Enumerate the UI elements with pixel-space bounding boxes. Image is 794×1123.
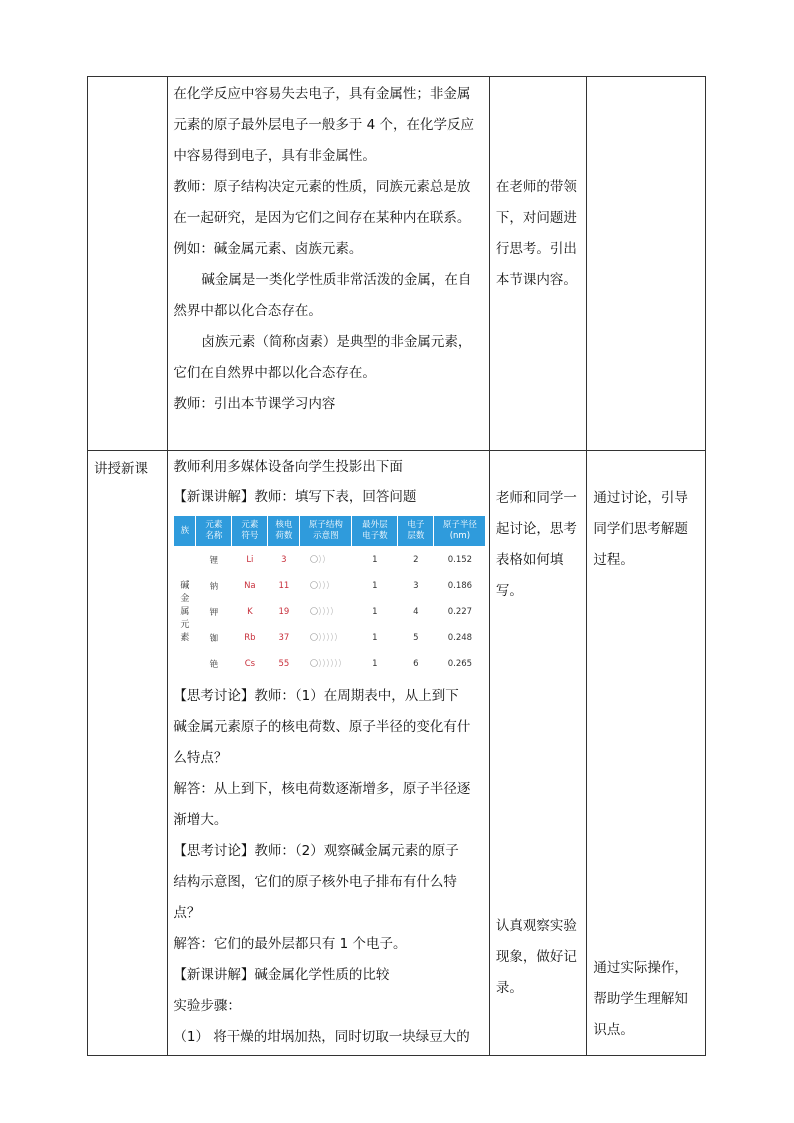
table-row [174, 651, 486, 677]
paragraph-line: 教师：引出本节课学习内容 [173, 396, 336, 412]
paragraph-line: （1） 将干燥的坩埚加热，同时切取一块绿豆大的 [173, 1029, 470, 1045]
electron-layers: 5 [413, 633, 419, 643]
outer-electrons: 1 [372, 633, 378, 643]
header-cell: 电子 层数 [398, 516, 434, 547]
design-intent-cell [587, 77, 706, 451]
paragraph-line: 碱金属是一类化学性质非常活泼的金属，在自 [201, 272, 472, 288]
paragraph-line: 【思考讨论】教师：（1）在周期表中，从上到下 [173, 688, 459, 704]
intent-line: 同学们思考解题 [593, 521, 688, 537]
student-activity-cell [489, 451, 586, 1056]
paragraph-line: 【思考讨论】教师：（2）观察碱金属元素的原子 [173, 843, 459, 859]
paragraph-line: 元素的原子最外层电子一般多于 4 个，在化学反应 [173, 117, 475, 133]
header-cell: 元素 名称 [196, 516, 232, 547]
atomic-structure-diagram [300, 599, 352, 625]
paragraph-line: 在一起研究，是因为它们之间存在某种内在联系。 [173, 210, 471, 226]
table-row [174, 599, 486, 625]
group-label: 碱 金 属 元 素 [180, 580, 190, 643]
element-name: 铯 [209, 660, 219, 670]
electron-layers: 6 [413, 659, 419, 669]
student-line: 老师和同学一 [495, 490, 577, 506]
paragraph-line: 在化学反应中容易失去电子，具有金属性；非金属 [173, 86, 471, 102]
element-name: 锂 [209, 556, 219, 566]
student-line: 本节课内容。 [495, 272, 577, 288]
element-symbol: Li [246, 555, 254, 565]
intent-line: 通过实际操作， [593, 960, 688, 976]
nuclear-charge: 11 [278, 581, 290, 591]
nuclear-charge: 3 [281, 555, 287, 565]
paragraph-line: 它们在自然界中都以化合态存在。 [173, 365, 376, 381]
element-symbol: Na [244, 581, 256, 591]
paragraph-line: 解答：它们的最外层都只有 1 个电子。 [173, 936, 407, 952]
paragraph-line: 【新课讲解】碱金属化学性质的比较 [173, 967, 390, 983]
paragraph-line: 渐增大。 [173, 812, 228, 828]
header-cell: 原子结构 示意图 [300, 516, 352, 547]
paragraph-line: 例如：碱金属元素、卤族元素。 [173, 241, 363, 257]
intent-line: 过程。 [593, 552, 634, 568]
element-symbol: Rb [244, 633, 256, 643]
table-row [88, 451, 706, 1056]
nuclear-charge: 55 [278, 659, 290, 669]
table-header-row [174, 516, 486, 547]
paragraph-line: 点？ [173, 905, 201, 921]
student-line: 录。 [495, 980, 523, 996]
electron-layers: 4 [413, 607, 419, 617]
electron-layers: 3 [413, 581, 419, 591]
paragraph-line: 然界中都以化合态存在。 [173, 303, 322, 319]
student-line: 起讨论，思考 [495, 521, 577, 537]
atomic-structure-diagram [300, 625, 352, 651]
phase-label: 讲授新课 [94, 461, 148, 477]
table-row [174, 573, 486, 599]
paragraph-line: 中容易得到电子，具有非金属性。 [173, 148, 376, 164]
outer-electrons: 1 [372, 581, 378, 591]
atomic-radius: 0.186 [447, 581, 473, 591]
atomic-structure-diagram [300, 547, 352, 574]
lesson-plan-table [87, 76, 706, 1056]
paragraph-line: 碱金属元素原子的核电荷数、原子半径的变化有什 [173, 719, 471, 735]
electron-layers: 2 [413, 555, 419, 565]
element-name: 钾 [209, 608, 219, 618]
student-line: 行思考。引出 [495, 241, 577, 257]
nuclear-charge: 19 [278, 607, 290, 617]
table-row [174, 625, 486, 651]
table-row [88, 77, 706, 451]
outer-electrons: 1 [372, 659, 378, 669]
student-line: 在老师的带领 [495, 179, 577, 195]
student-line: 认真观察实验 [495, 918, 577, 934]
atomic-radius: 0.152 [447, 555, 473, 565]
paragraph-line: 么特点？ [173, 750, 228, 766]
nuclear-charge: 37 [278, 633, 290, 643]
atomic-radius: 0.227 [447, 607, 473, 617]
alkali-metal-table [173, 515, 486, 677]
atomic-radius: 0.248 [447, 633, 473, 643]
student-line: 现象，做好记 [495, 949, 577, 965]
outer-electrons: 1 [372, 555, 378, 565]
design-intent-cell [587, 451, 706, 1056]
paragraph-line: 教师：原子结构决定元素的性质，同族元素总是放 [173, 179, 471, 195]
outer-electrons: 1 [372, 607, 378, 617]
atomic-structure-diagram [300, 651, 352, 677]
element-name: 钠 [209, 582, 219, 592]
teacher-activity-cell [168, 77, 490, 451]
intent-line: 帮助学生理解知 [593, 991, 688, 1007]
header-cell: 最外层 电子数 [352, 516, 398, 547]
student-activity-cell [489, 77, 586, 451]
student-line: 表格如何填写。 [495, 552, 564, 599]
paragraph-line: 教师利用多媒体设备向学生投影出下面 [173, 459, 403, 475]
atomic-structure-diagram [300, 573, 352, 599]
paragraph-line: 实验步骤： [173, 998, 241, 1014]
paragraph-line: 卤族元素（简称卤素）是典型的非金属元素， [201, 334, 472, 350]
header-cell: 核电 荷数 [268, 516, 300, 547]
intent-line: 识点。 [593, 1022, 634, 1038]
paragraph-line: 【新课讲解】教师：填写下表，回答问题 [173, 489, 417, 505]
intent-line: 通过讨论，引导 [593, 490, 688, 506]
paragraph-line: 结构示意图，它们的原子核外电子排布有什么特 [173, 874, 457, 890]
element-symbol: Cs [244, 659, 256, 669]
phase-cell [88, 451, 168, 1056]
element-name: 铷 [209, 634, 219, 644]
paragraph-line: 解答：从上到下，核电荷数逐渐增多，原子半径逐 [173, 781, 471, 797]
atomic-radius: 0.265 [447, 659, 473, 669]
student-line: 下，对问题进 [495, 210, 577, 226]
teacher-activity-cell [168, 451, 490, 1056]
element-symbol: K [247, 607, 253, 617]
header-cell: 元素 符号 [232, 516, 268, 547]
table-row [174, 547, 486, 574]
header-cell: 原子半径 (nm) [434, 516, 486, 547]
phase-cell [88, 77, 168, 451]
header-cell: 族 [174, 516, 196, 547]
